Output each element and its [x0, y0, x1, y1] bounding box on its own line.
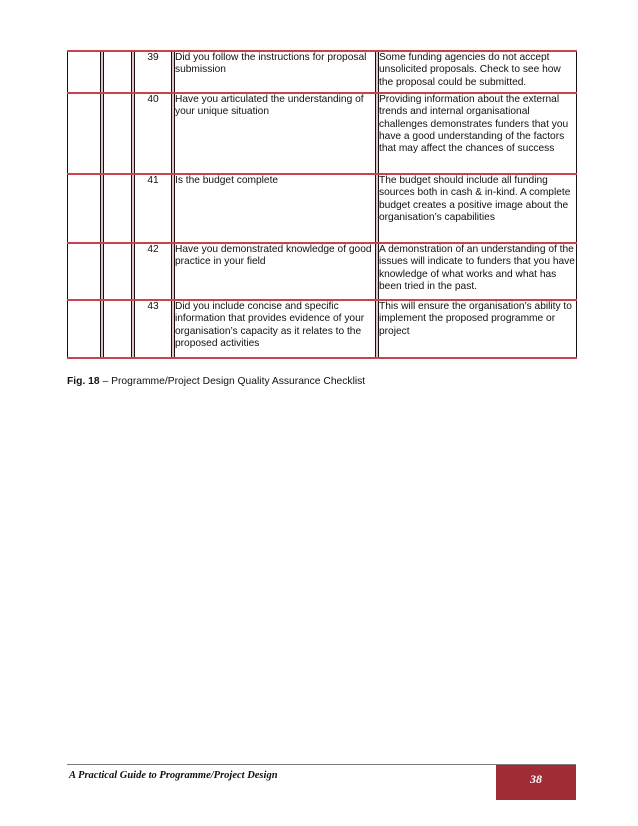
blank-cell	[68, 300, 101, 358]
blank-cell	[68, 51, 101, 93]
table-row	[68, 51, 577, 93]
item-number: 40	[135, 93, 172, 174]
table-row	[68, 93, 577, 174]
blank-cell	[104, 174, 132, 243]
item-note: Providing information about the external trends and internal organisational challenges demonstrates funders that you have a good understanding of the factors that may affect the chances of success	[379, 93, 577, 174]
item-number: 42	[135, 243, 172, 300]
item-note: A demonstration of an understanding of the issues will indicate to funders that you have knowledge of what works and what has been tried in the past.	[379, 243, 577, 300]
item-question: Did you follow the instructions for proposal submission	[175, 51, 376, 93]
blank-cell	[68, 93, 101, 174]
table-row	[68, 243, 577, 300]
table-row	[68, 300, 577, 358]
blank-cell	[68, 243, 101, 300]
blank-cell	[68, 174, 101, 243]
table-row	[68, 174, 577, 243]
blank-cell	[104, 300, 132, 358]
blank-cell	[104, 51, 132, 93]
figure-caption-text: – Programme/Project Design Quality Assurance Checklist	[99, 376, 366, 387]
item-number: 41	[135, 174, 172, 243]
page-number: 38	[496, 765, 576, 800]
item-number: 43	[135, 300, 172, 358]
blank-cell	[104, 93, 132, 174]
item-number: 39	[135, 51, 172, 93]
checklist-table	[67, 50, 577, 359]
figure-caption	[67, 376, 365, 387]
item-question: Have you demonstrated knowledge of good practice in your field	[175, 243, 376, 300]
blank-cell	[104, 243, 132, 300]
item-question: Did you include concise and specific information that provides evidence of your organisation’s capacity as it relates to the proposed activities	[175, 300, 376, 358]
item-note: Some funding agencies do not accept unsolicited proposals. Check to see how the proposal could be submitted.	[379, 51, 577, 93]
figure-label: Fig. 18	[67, 376, 100, 387]
item-note: The budget should include all funding sources both in cash & in-kind. A complete budget creates a positive image about the organisation’s capabilities	[379, 174, 577, 243]
item-question: Have you articulated the understanding of your unique situation	[175, 93, 376, 174]
item-question: Is the budget complete	[175, 174, 376, 243]
item-note: This will ensure the organisation’s ability to implement the proposed programme or project	[379, 300, 577, 358]
footer-title: A Practical Guide to Programme/Project Design	[69, 770, 278, 781]
